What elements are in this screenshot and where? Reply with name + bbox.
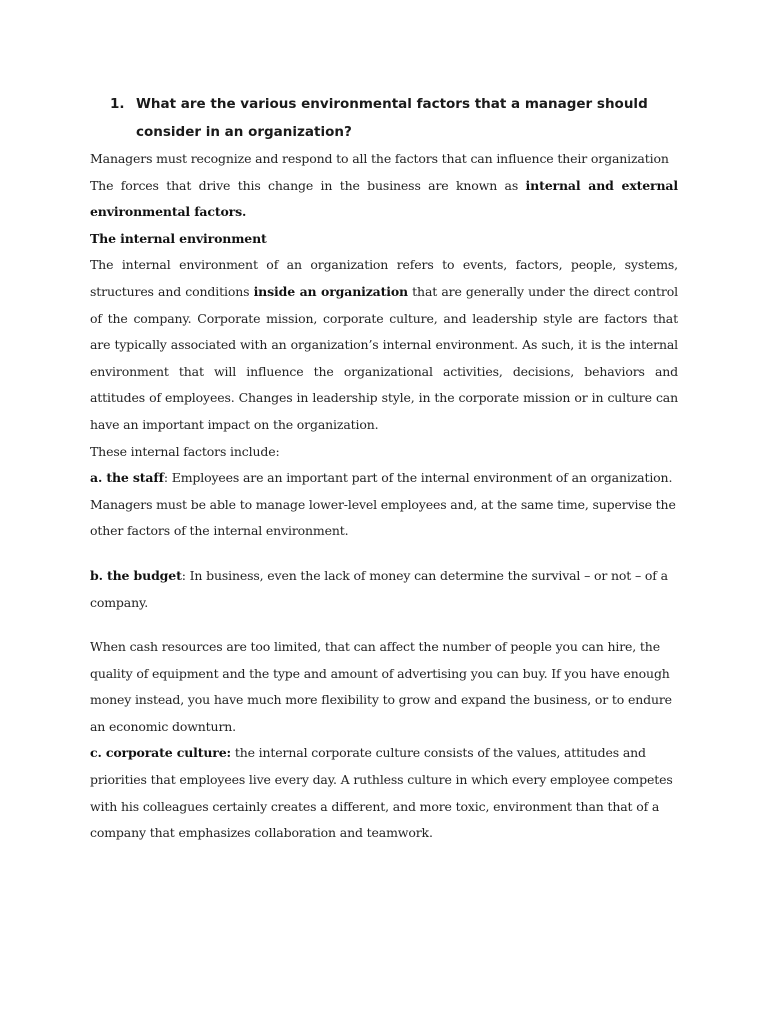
question-text: What are the various environmental factors that a manager should consider in an organization? bbox=[136, 96, 648, 140]
factor-culture bbox=[90, 740, 678, 846]
forces-emphasis: internal and external environmental factors. bbox=[90, 177, 678, 220]
internal-text-pre: The internal environment of an organization refers to events, factors, people, systems, structures and conditions bbox=[90, 257, 678, 299]
factor-budget bbox=[90, 563, 678, 616]
factor-culture-text: the internal corporate culture consists of the values, attitudes and priorities that employees live every day. A ruthless culture in which every employee competes with his colleagues certainly creates a different, and more toxic, environment than that of a company that emphasizes collaboration and teamwork. bbox=[90, 745, 673, 841]
factors-intro: These internal factors include: bbox=[90, 443, 280, 459]
internal-environment-paragraph bbox=[90, 252, 678, 438]
factor-budget-label: b. the budget bbox=[90, 567, 182, 583]
factor-budget-text: : In business, even the lack of money can determine the survival – or not – of a company. bbox=[90, 567, 668, 610]
internal-emphasis: inside an organization bbox=[253, 283, 408, 299]
internal-text-post: that are generally under the direct control of the company. Corporate mission, corporate culture, and leadership style are factors that are typically associated with an organization’s internal environment. As such, it is the internal environment that will influence the organizational activities, decisions, behaviors and attitudes of employees. Changes in leadership style, in the corporate mission or in culture can have an important impact on the organization. bbox=[90, 283, 678, 432]
factor-staff-text: : Employees are an important part of the internal environment of an organization. Managers must be able to manage lower-level employees and, at the same time, supervise the other factors of the internal environment. bbox=[90, 470, 676, 539]
internal-environment-title: The internal environment bbox=[90, 230, 267, 246]
forces-text: The forces that drive this change in the business are known as bbox=[90, 177, 526, 193]
question-number: 1. bbox=[110, 96, 125, 112]
factor-culture-label: c. corporate culture: bbox=[90, 745, 232, 761]
factor-staff bbox=[90, 465, 678, 545]
budget-paragraph: When cash resources are too limited, that can affect the number of people you can hire, the quality of equipment and the type and amount of advertising you can buy. If you have enough money instead, you have much more flexibility to grow and expand the business, or to endure an economic downturn. bbox=[90, 639, 672, 734]
factor-staff-label: a. the staff bbox=[90, 470, 164, 486]
intro-line: Managers must recognize and respond to all the factors that can influence their organization bbox=[90, 151, 669, 166]
forces-paragraph bbox=[90, 173, 678, 226]
document-body bbox=[90, 146, 678, 847]
question-heading bbox=[110, 90, 696, 146]
